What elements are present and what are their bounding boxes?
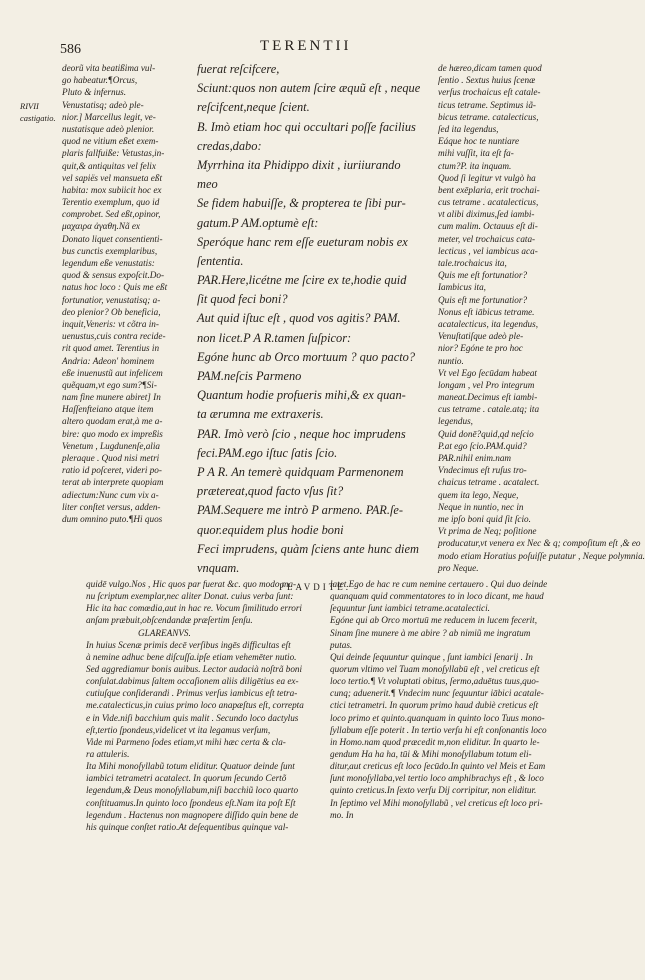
commentary-line: Quis eſt me fortunatior? bbox=[438, 294, 528, 305]
commentary-line: verſus trochaicus eſt catale- bbox=[438, 87, 541, 98]
commentary-line: bus cunctis exemplaribus, bbox=[62, 245, 158, 256]
verse-line: P A R. An temerè quidquam Parmenonem bbox=[197, 464, 404, 479]
commentary-line: ſentio . Sextus huius ſcenæ bbox=[438, 75, 536, 86]
verse-line: vnquam. bbox=[197, 560, 240, 575]
verse-line: PAR.Here,licétne me ſcire ex te,hodie quid bbox=[197, 273, 407, 288]
commentary-line: chaicus tetrame . acatalect. bbox=[438, 477, 540, 488]
commentary-line: Ita Mihi monoſyllabũ totum eliditur. Quatuor deinde ſunt bbox=[86, 761, 295, 772]
verse-line: Egóne hunc ab Orco mortuum ? quo pacto? bbox=[197, 349, 416, 364]
commentary-line: quem ita lego, Neque, bbox=[438, 489, 519, 500]
verse-line: feci.PAM.ego iſtuc ſatis ſcio. bbox=[197, 445, 338, 460]
commentary-line: Vide mi Parmeno ſodes etiam,vt mihi hæc certa & cla- bbox=[86, 736, 286, 747]
verse-line: credas,dabo: bbox=[197, 138, 262, 153]
commentary-line: me.catalecticus,in cuius primo loco anapæſtus eſt, correpta bbox=[86, 700, 304, 711]
verse-line: fuerat reſcifcere, bbox=[197, 62, 280, 76]
commentary-line: μαχαιρα ἀγαθη.Nã ex bbox=[62, 221, 140, 232]
verse-line: ſententia. bbox=[197, 253, 244, 268]
verse-line: ſit quod feci boni? bbox=[197, 292, 288, 307]
commentary-line: lecticus , vel iambicus aca- bbox=[438, 245, 538, 256]
commentary-line: deo plenior? Ob beneficia, bbox=[62, 306, 161, 317]
commentary-line: cutiuſque conſiderandi . Primus verſus iambicus eſt tetra- bbox=[86, 688, 298, 699]
commentary-line: ſunt monoſyllaba,vel tertio loco amphibrachys eſt , & loco bbox=[330, 773, 544, 784]
commentary-line: eſt,tertio ſpondeus,videlicet vt ita legamus verſum, bbox=[86, 724, 271, 735]
verse-line: meo bbox=[197, 177, 218, 192]
verse-line: Aut quid iſtuc eſt , quod vos agitis? PAM. bbox=[197, 311, 401, 326]
commentary-line: Neque in nuntio, nec in bbox=[438, 501, 524, 512]
commentary-line: Eáque hoc te nuntiare bbox=[438, 136, 520, 147]
commentary-line: conſulat.dabimus ſaltem occaſionem aliis diligētius ea ex- bbox=[86, 676, 299, 687]
commentary-line: cus tetrame . acatalecticus, bbox=[438, 197, 539, 208]
commentary-line: terat ab interprete quopiam bbox=[62, 477, 164, 488]
commentary-line: P.at ego ſcio.PAM.quid? bbox=[438, 440, 527, 451]
commentary-line: nuntio. bbox=[438, 355, 464, 366]
verse-column bbox=[197, 60, 433, 597]
commentary-line: go habeatur.¶Orcus, bbox=[62, 75, 138, 86]
commentary-line: ſyllabum eſſe poterit . In tertio verſu hi eſt conſonantis loco bbox=[330, 724, 547, 735]
commentary-line: In huius Scenæ primis decē verſibus ingēs difficultas eſt bbox=[86, 639, 291, 650]
commentary-line: ratio id poſceret, videri po- bbox=[62, 465, 162, 476]
commentary-line: pleraque . Quod nisi metri bbox=[62, 453, 160, 463]
commentary-line: Vt vel Ego ſecūdam habeat bbox=[438, 367, 537, 378]
page-number: 586 bbox=[60, 42, 81, 57]
commentary-line: latet.Ego de hac re cum nemine certauero . Qui duo deinde bbox=[330, 579, 548, 589]
verse-line: Myrrhina ita Phidippo dixit , iuriiurando bbox=[197, 157, 401, 172]
commentary-line: Quid donē?quid,qd neſcio bbox=[438, 428, 534, 439]
verse-line: PAM.neſcis Parmeno bbox=[197, 369, 302, 383]
commentary-line: altero quodam erat,à me a- bbox=[62, 416, 163, 427]
commentary-line: legendum,& Deus monoſyllabum,niſi bacchiũ loco quarto bbox=[86, 785, 299, 796]
commentary-line: Quis me eſt fortunatior? bbox=[438, 270, 528, 281]
commentary-line: nam fine munere abiret] In bbox=[62, 392, 161, 403]
verse-line: quor.equidem plus hodie boni bbox=[197, 522, 344, 537]
commentary-line: Sinam ſine munere à me abire ? ab nimiũ me ingratum bbox=[330, 627, 531, 638]
commentary-line: mihi vuſſit, ita eſt fa- bbox=[438, 148, 514, 159]
commentary-line: Donato liquet consentienti- bbox=[62, 233, 163, 244]
commentary-line: anſam præbuit,obſcendandæ præſertim ſenſu. bbox=[86, 615, 253, 626]
commentary-line: cunq; aduenerit.¶ Vndecim nunc ſequuntur iābici acatale- bbox=[330, 688, 544, 699]
left-commentary bbox=[62, 62, 194, 525]
commentary-line: ſequuntur ſunt iambici tetrame.acatalectici. bbox=[330, 603, 490, 614]
commentary-line: tale.trochaicus ita, bbox=[438, 258, 507, 268]
commentary-line: Pluto & infernus. bbox=[62, 87, 127, 98]
verse-line: Speróque hanc rem eſſe eueturam nobis ex bbox=[197, 234, 408, 249]
commentary-line: bire: quo modo ex impreßis bbox=[62, 428, 163, 439]
commentary-line: Vt prima de Neq; poſitione bbox=[438, 526, 537, 537]
commentary-line: In ſeptimo vel Mihi monoſyllabũ , vel creticus eſt loco pri- bbox=[330, 797, 543, 808]
commentary-line: quod ne vitium eßet exem- bbox=[62, 136, 159, 147]
verse-line: Sciunt:quos non autem ſcire æquũ eſt , neque bbox=[197, 81, 421, 96]
margin-note: RIVII bbox=[20, 101, 39, 111]
commentary-line: ra attuleris. bbox=[86, 748, 130, 759]
commentary-line: Hic ita hac comœdia,aut in hac re. Vocum ſimilitudo errori bbox=[86, 603, 302, 614]
commentary-line: Quod ſi legitur vt vulgò ha bbox=[438, 172, 536, 183]
commentary-line: maneat.Decimus eſt iambi- bbox=[438, 392, 538, 403]
verse-line: PAM.Sequere me intrò P armeno. PAR.ſe- bbox=[197, 503, 404, 518]
commentary-line: nu ſcriptum exemplar,nec aliter Donat. cuius verba ſunt: bbox=[86, 591, 294, 602]
commentary-line: Egóne qui ab Orco mortuū me reducem in lucem fecerit, bbox=[330, 615, 538, 626]
margin-notes bbox=[20, 100, 62, 124]
right-commentary bbox=[438, 62, 645, 574]
commentary-line: vel sapiës vel mansueta eßt bbox=[62, 172, 163, 183]
commentary-line: deorũ vita beatißima vul- bbox=[62, 63, 156, 73]
commentary-line: modo etiam Horatius poſuiſſe putatur , Neque polymnia. bbox=[438, 550, 645, 561]
commentary-line: quidē vulgo.Nos , Hic quos par fuerat &c. quo modo ma- bbox=[86, 579, 297, 589]
commentary-line: PAR.nihil enim.nam bbox=[438, 453, 512, 463]
verse-line: reſcifcent,neque ſcient. bbox=[197, 100, 310, 115]
commentary-line: conſtituamus.In quinto loco ſpondeus eſt.Nam ita poſt Eſt bbox=[86, 797, 296, 808]
commentary-line: Vndecimus eſt ruſus tro- bbox=[438, 465, 527, 476]
commentary-line: Qui deinde ſequuntur quinque , ſunt iambici ſenarij . In bbox=[330, 651, 533, 662]
commentary-line: fortunatior, venustatisq; a- bbox=[62, 294, 161, 305]
commentary-line: iambici tetrametri acatalect. In quorum ſecundo Certõ bbox=[86, 773, 287, 784]
commentary-line: quod & sensus expoſcit.Do- bbox=[62, 270, 165, 281]
commentary-line: Nonus eſt iābicus tetrame. bbox=[438, 306, 535, 317]
commentary-line: cum malim. Octauus eſt di- bbox=[438, 221, 538, 232]
commentary-line: ctici tetrametri. In quorum primo haud dubiè creticus eſt bbox=[330, 700, 539, 711]
bottom-left-commentary bbox=[86, 578, 330, 833]
verse-line: ta ærumna me extraxeris. bbox=[197, 407, 324, 422]
commentary-line: liter conſtet versus, adden- bbox=[62, 501, 161, 512]
commentary-line: loco tertio.¶ Vt voluptati obitus, ſermo,aduētus tuus,quo- bbox=[330, 676, 539, 687]
commentary-line: Venustatisq; adeò ple- bbox=[62, 99, 144, 110]
verse-line: prætereat,quod facto vſus ſit? bbox=[197, 484, 344, 499]
commentary-line: dum omnino puto.¶Hi quos bbox=[62, 513, 163, 524]
commentary-line: producatur,vt venera ex Nec & q; compoſitum eſt ,& eo bbox=[438, 538, 641, 549]
commentary-line: quinto creticus.In ſexto verſu Dij corripitur, non eliditur. bbox=[330, 785, 537, 796]
commentary-line: quorum vltimo vel Tuam monoſyllabū eſt , vel creticus eſt bbox=[330, 663, 540, 674]
verse-line: non licet.P A R.tamen ſuſpicor: bbox=[197, 330, 352, 345]
commentary-line: quanquam quid commentatores to in loco dicant, me haud bbox=[330, 591, 544, 602]
commentary-line: comprobet. Sed eßt,opinor, bbox=[62, 209, 161, 220]
commentary-line: Haſſenfteiano atque item bbox=[62, 404, 154, 415]
commentary-line: uenustus,cuis contra recide- bbox=[62, 331, 166, 342]
commentary-line: à nemine adhuc bene diſcuſſa.ipſe etiam vehemēter nutio. bbox=[86, 651, 297, 662]
commentary-line: bicus tetrame. catalecticus, bbox=[438, 111, 539, 122]
commentary-line: legendus, bbox=[438, 416, 473, 427]
commentary-line: bent exēplaria, erit trochai- bbox=[438, 184, 540, 195]
verse-line: PAR. Imò verò ſcio , neque hoc imprudens bbox=[197, 426, 406, 441]
verse-line: gatum.P AM.optumè eſt: bbox=[197, 215, 319, 230]
running-head: TERENTII bbox=[260, 38, 352, 54]
commentary-line: Terentio exemplum, quo id bbox=[62, 197, 160, 208]
commentary-line: habita: mox subiicit hoc ex bbox=[62, 184, 162, 195]
commentary-line: plaris fallfuiße: Vetustas,in- bbox=[62, 148, 165, 159]
commentary-line: me ipſo boni quid ſit ſcio. bbox=[438, 513, 531, 524]
commentary-line: in Homo.nam quod præcedit m,non eliditur. In quarto le- bbox=[330, 736, 540, 747]
commentary-line: quẽquam,vt ego sum?¶Si- bbox=[62, 379, 157, 390]
commentary-line: legendum eße venustatis: bbox=[62, 258, 155, 268]
commentary-line: Venuſtatiſque adeò ple- bbox=[438, 331, 524, 342]
commentary-line: e in Vide.niſi bacchium quis malit . Secundo loco dactylus bbox=[86, 712, 299, 723]
verse-line: Feci imprudens, quàm ſciens ante hunc diem bbox=[197, 541, 419, 556]
plaudite-title: PLAVDITE. bbox=[278, 582, 352, 593]
commentary-line: loco primo et quinto.quanquam in quinto loco Tuus mono- bbox=[330, 712, 545, 723]
commentary-line: Andria: Adeon' hominem bbox=[62, 355, 155, 366]
commentary-line: quit,& antiquitas vel felix bbox=[62, 160, 156, 171]
commentary-line: inquit,Veneris: vt cõtra in- bbox=[62, 318, 159, 329]
commentary-line: adiectum:Nunc cum vix a- bbox=[62, 489, 159, 500]
commentary-line: acatalecticus, ita legendus, bbox=[438, 318, 539, 329]
commentary-line: Sed aggrediamur bonis auibus. Lector audacià noſtrã boni bbox=[86, 663, 303, 674]
commentary-line: de hæreo,dicam tamen quod bbox=[438, 63, 542, 73]
commentary-line: his quinque conſtet ratio.At deſequentibus quinque val- bbox=[86, 821, 289, 832]
commentary-line: natus hoc loco : Quis me eßt bbox=[62, 282, 168, 293]
commentary-line: legendum . Hactenus non magnopere diſſido quin bene de bbox=[86, 809, 299, 820]
commentary-line: putas. bbox=[330, 639, 353, 650]
verse-line: Quantum hodie profueris mihi,& ex quan- bbox=[197, 388, 406, 403]
commentary-line: longam , vel Pro integrum bbox=[438, 379, 535, 390]
commentary-line: rit quod amet. Terentius in bbox=[62, 343, 160, 354]
margin-note: castigatio. bbox=[20, 113, 56, 123]
commentary-line: nustatisque adeò plenior. bbox=[62, 123, 155, 134]
commentary-line: cus tetrame . catale.atq; ita bbox=[438, 404, 540, 415]
commentary-line: ctum?P. ita inquam. bbox=[438, 160, 512, 171]
commentary-line: nior? Egóne te pro hoc bbox=[438, 343, 523, 354]
commentary-line: mo. In bbox=[330, 809, 354, 820]
commentary-line: meter, vel trochaicus cata- bbox=[438, 233, 536, 244]
bottom-right-commentary bbox=[330, 578, 590, 821]
commentary-line: ticus tetrame. Septimus iã- bbox=[438, 99, 536, 110]
right-margin-note: pro Neque. bbox=[438, 562, 479, 573]
commentary-line: Iambicus ita, bbox=[438, 282, 486, 293]
verse-line: B. Imò etiam hoc qui occultari poſſe facilius bbox=[197, 119, 416, 134]
commentary-line: eße inuenustũ aut infelicem bbox=[62, 367, 163, 378]
commentary-line: Venetum , Lugdunenſe,alia bbox=[62, 440, 160, 451]
commentary-line: ditur,aut creticus eſt loco ſecūdo.In quinto vel Meis et Eam bbox=[330, 761, 546, 772]
commentary-line: vt alibi diximus,ſed iambi- bbox=[438, 209, 535, 220]
verse-line: Se fidem habuiſſe, & propterea te ſibi pur- bbox=[197, 196, 406, 211]
commentary-line: ſed ita legendus, bbox=[438, 123, 499, 134]
commentary-line: GLAREANVS. bbox=[138, 627, 191, 638]
commentary-line: gendum Ha ha ha, tūi & Mihi monoſyllabum totum eli- bbox=[330, 748, 532, 759]
commentary-line: nior.] Marcellus legit, ve- bbox=[62, 111, 156, 122]
